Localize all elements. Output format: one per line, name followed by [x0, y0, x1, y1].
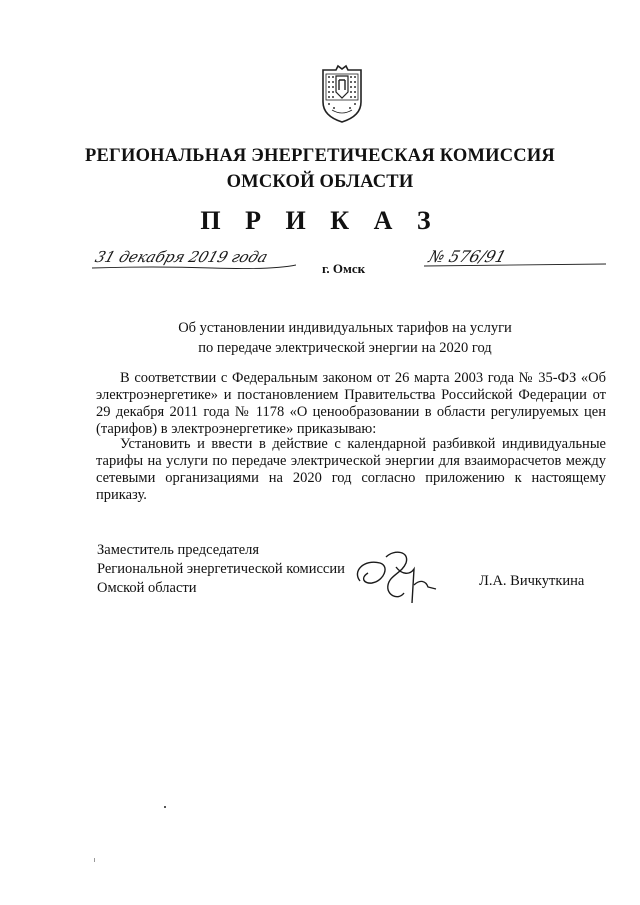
signer-name: Л.А. Вичкуткина: [479, 573, 585, 589]
organization-name-line1: РЕГИОНАЛЬНАЯ ЭНЕРГЕТИЧЕСКАЯ КОМИССИЯ: [84, 146, 555, 166]
order-subject-line2: по передаче электрической энергии на 2020 год: [198, 340, 492, 356]
position-line3: Омской области: [97, 580, 197, 596]
organization-name-line2: ОМСКОЙ ОБЛАСТИ: [226, 172, 414, 192]
scan-speck: [164, 806, 166, 808]
document-title: П Р И К А З: [200, 206, 440, 235]
position-line1: Заместитель председателя: [97, 542, 260, 558]
svg-text:31 декабря 2019 года: 31 декабря 2019 года: [92, 248, 271, 266]
position-line2: Региональной энергетической комиссии: [97, 561, 345, 577]
svg-text:№ 576/91: № 576/91: [426, 247, 509, 266]
body-paragraph-1: В соответствии с Федеральным законом от 26 марта 2003 года № 35-ФЗ «Об электроэнергетике» и постановлением Правительства Российской Федерации от 29 декабря 2011 года № 1178 «О ценообразовании в области регулируемых цен (тарифов) в электроэнергетике» приказываю:: [96, 370, 606, 437]
body-paragraph-2: Установить и ввести в действие с календарной разбивкой индивидуальные тарифы на услуги по передаче электрической энергии для взаиморасчетов между сетевыми организациями на 2020 год согласно приложению к настоящему приказу.: [96, 436, 606, 503]
signatory-position: [97, 541, 345, 598]
order-subject: [150, 318, 540, 358]
scan-speck: [94, 858, 95, 862]
handwritten-date: [92, 244, 296, 274]
handwritten-signature: [350, 545, 442, 607]
coat-of-arms-emblem: [318, 64, 366, 124]
city-label: г. Омск: [322, 261, 366, 276]
order-subject-line1: Об установлении индивидуальных тарифов на услуги: [178, 320, 512, 336]
handwritten-order-number: [424, 240, 606, 272]
